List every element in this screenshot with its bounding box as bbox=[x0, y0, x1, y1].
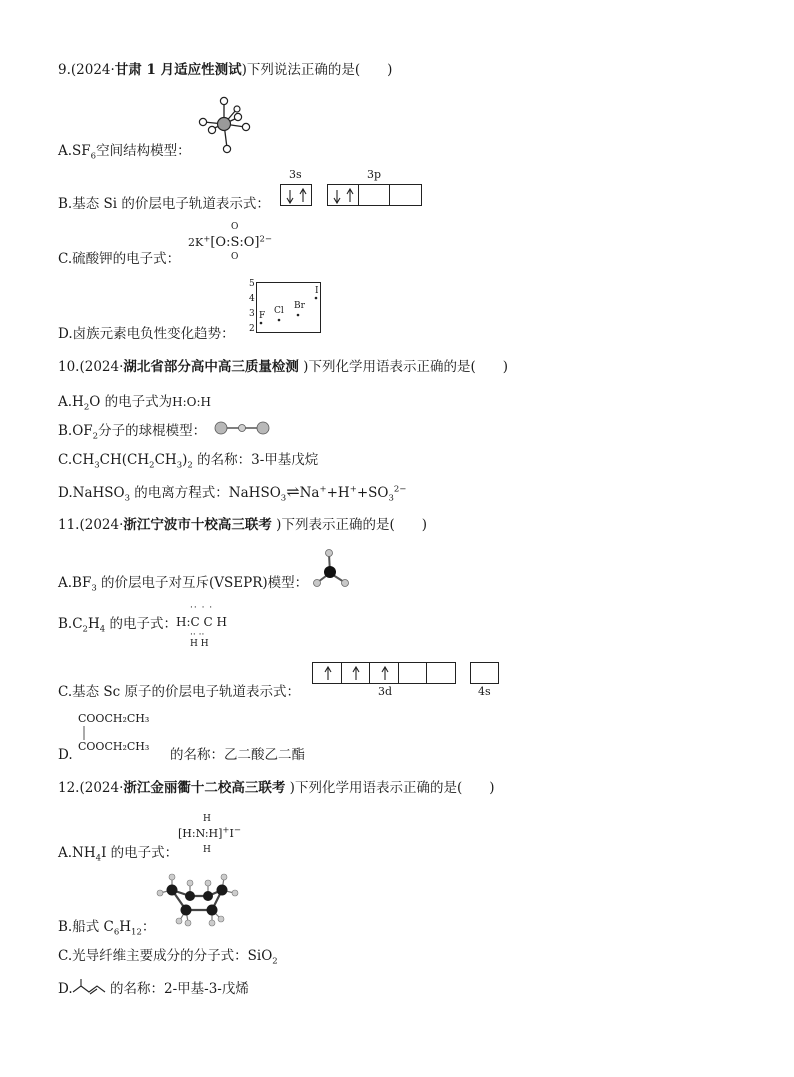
c2h4-formula: H:C C H bbox=[176, 615, 227, 629]
q11-stem: 11.(2024·浙江宁波市十校高三联考 )下列表示正确的是( ) bbox=[58, 517, 427, 533]
oxalate-bottom-group: COOCH₂CH₃ bbox=[78, 740, 150, 753]
q9-option-c: C.硫酸钾的电子式： bbox=[58, 251, 181, 267]
q11-option-a: $A.BF_3$ 的价层电子对互斥(VSEPR)模型： bbox=[58, 575, 309, 594]
k2so4-formula: 2K+[O:S:O]$^{2-}$ bbox=[188, 234, 272, 250]
en-point-i bbox=[315, 297, 318, 300]
q12-option-a: $A.NH_4I$ 的电子式： bbox=[58, 845, 179, 864]
si-3p-orbital-3 bbox=[389, 184, 422, 206]
en-point-cl bbox=[278, 319, 281, 322]
c2h4-dots-bottom: ·· ·· bbox=[190, 630, 205, 640]
q11-option-b: $B.C_2H_4$ 的电子式： bbox=[58, 616, 177, 635]
en-label-i: I bbox=[315, 286, 319, 296]
q9-option-a: $A.SF_6$空间结构模型： bbox=[58, 143, 191, 162]
nh4i-h-top: H bbox=[203, 814, 211, 824]
oxalate-top-group: COOCH₂CH₃ bbox=[78, 712, 150, 725]
sf6-model-image bbox=[196, 96, 252, 156]
q12-option-c: C.光导纤维主要成分的分子式：SiO$_2$ bbox=[58, 948, 278, 967]
k2so4-o-bottom: O bbox=[231, 252, 239, 262]
q12-option-b: B.船式 $C_6H_{12}$： bbox=[58, 919, 156, 938]
q9-stem: 9.(2024·甘肃 1 月适应性测试)下列说法正确的是( ) bbox=[58, 62, 393, 78]
si-3p-orbital-1 bbox=[327, 184, 359, 206]
en-label-cl: Cl bbox=[274, 306, 284, 316]
en-point-f bbox=[260, 322, 263, 325]
si-3p-label: 3p bbox=[367, 168, 382, 181]
en-label-f: F bbox=[259, 311, 266, 321]
q10-option-b: $B.OF_2$分子的球棍模型： bbox=[58, 423, 207, 442]
q10-option-c: $C.CH_3CH(CH_2CH_3)_2$ 的名称：3-甲基戊烷 bbox=[58, 452, 319, 471]
sc-3d-orbital-4 bbox=[398, 662, 427, 684]
q12-option-d-label: D. bbox=[58, 981, 73, 997]
en-tick-3: 3 bbox=[249, 309, 255, 319]
q12-stem: 12.(2024·浙江金丽衢十二校高三联考 )下列化学用语表示正确的是( ) bbox=[58, 780, 495, 796]
q11-option-d-text: 的名称：乙二酸乙二酯 bbox=[170, 747, 305, 763]
q9-option-b: B.基态 Si 的价层电子轨道表示式： bbox=[58, 196, 270, 212]
nh4i-h-bottom: H bbox=[203, 845, 211, 855]
sc-4s-label: 4s bbox=[478, 685, 491, 698]
en-label-br: Br bbox=[294, 301, 305, 311]
q9-option-d: D.卤族元素电负性变化趋势： bbox=[58, 326, 235, 342]
q11-option-d-label: D. bbox=[58, 747, 73, 763]
of2-ball-stick-image bbox=[214, 420, 272, 436]
sc-3d-orbital-5 bbox=[426, 662, 456, 684]
c2h4-dots-top: ·· · · bbox=[190, 603, 214, 613]
sc-3d-orbital-3 bbox=[369, 662, 399, 684]
q11-option-c: C.基态 Sc 原子的价层电子轨道表示式： bbox=[58, 684, 301, 700]
q10-source: 湖北省部分高中高三质量检测 bbox=[123, 359, 299, 375]
oxalate-bond-line bbox=[82, 726, 86, 740]
q12-option-d-text: 的名称：2-甲基-3-戊烯 bbox=[110, 981, 249, 997]
q11-source: 浙江宁波市十校高三联考 bbox=[123, 517, 272, 533]
boat-cyclohexane-image bbox=[150, 870, 242, 928]
q10-option-d: D.NaHSO$_3$ 的电离方程式：$NaHSO_3\rightleftharpoons Na^++H^++SO_3^{2-}$ bbox=[58, 482, 407, 504]
q12-source: 浙江金丽衢十二校高三联考 bbox=[123, 780, 286, 796]
si-3s-orbital bbox=[280, 184, 312, 206]
en-point-br bbox=[297, 314, 300, 317]
sc-4s-orbital bbox=[470, 662, 499, 684]
q9-source: 甘肃 1 月适应性测试 bbox=[114, 62, 242, 78]
en-tick-4: 4 bbox=[249, 294, 255, 304]
k2so4-o-top: O bbox=[231, 222, 239, 232]
sc-3d-orbital-1 bbox=[312, 662, 342, 684]
sc-3d-label: 3d bbox=[378, 685, 393, 698]
bf3-vsepr-model-image bbox=[312, 548, 352, 588]
nh4i-formula: [H:N:H]+I− bbox=[178, 825, 242, 840]
c2h4-h-bottom: H H bbox=[190, 639, 209, 649]
skeletal-structure-image bbox=[72, 978, 110, 996]
si-3s-label: 3s bbox=[289, 168, 302, 181]
en-tick-5: 5 bbox=[249, 279, 255, 289]
sc-3d-orbital-2 bbox=[341, 662, 370, 684]
en-tick-2: 2 bbox=[249, 324, 255, 334]
q10-stem: 10.(2024·湖北省部分高中高三质量检测 )下列化学用语表示正确的是( ) bbox=[58, 359, 508, 375]
q10-option-a: $A.H_2O$ 的电子式为H:O:H bbox=[58, 394, 211, 413]
si-3p-orbital-2 bbox=[358, 184, 390, 206]
en-points bbox=[256, 282, 321, 333]
